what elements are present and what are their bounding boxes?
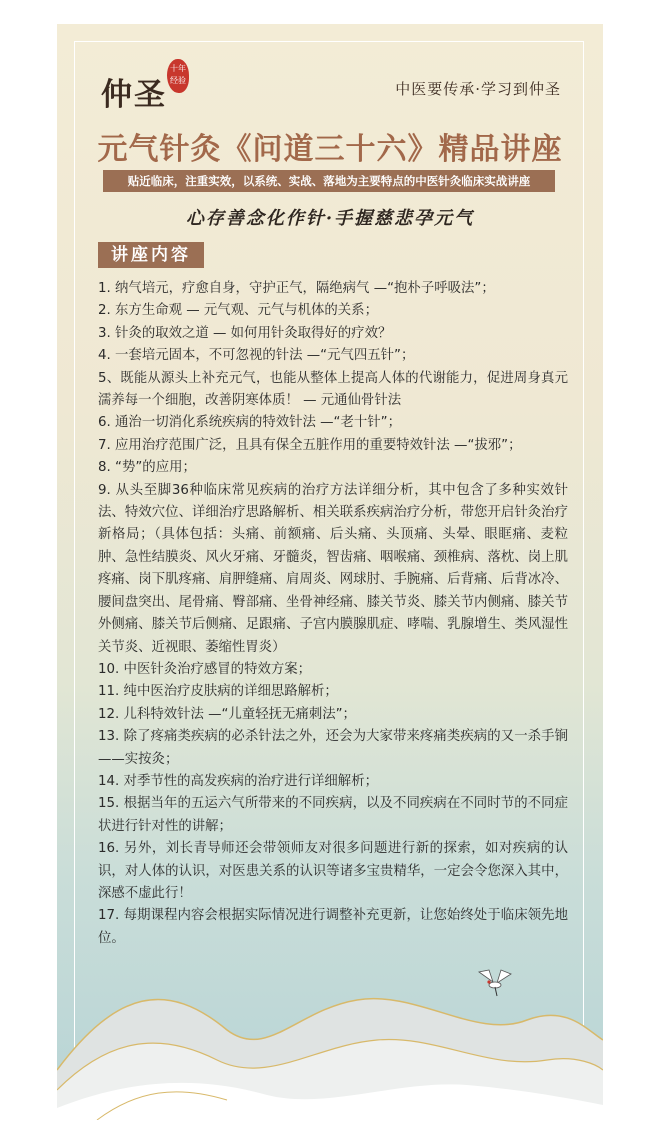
mountain-illustration [57, 950, 603, 1120]
list-item: 11. 纯中医治疗皮肤病的详细思路解析； [98, 684, 338, 700]
page-title: 元气针灸《问道三十六》精品讲座 [97, 132, 563, 167]
brand-logo: 仲圣 [101, 77, 167, 113]
list-item: 6. 通治一切消化系统疾病的特效针法 —“老十针”； [98, 415, 401, 431]
subtitle-banner: 贴近临床，注重实效，以系统、实战、落地为主要特点的中医针灸临床实战讲座 [103, 170, 555, 192]
list-item: 16. 另外，刘长青导师还会带领师友对很多问题进行新的探索，如对疾病的认识，对人体的认识，对医患关系的认识等诸多宝贵精华，一定会令您深入其中，深感不虚此行！ [98, 841, 568, 901]
list-item: 2. 东方生命观 — 元气观、元气与机体的关系； [98, 303, 378, 319]
list-item: 14. 对季节性的高发疾病的治疗进行详细解析； [98, 773, 378, 789]
poster [57, 24, 603, 1120]
list-item: 1. 纳气培元，疗愈自身，守护正气，隔绝病气 —“抱朴子呼吸法”； [98, 281, 495, 296]
list-item: 3. 针灸的取效之道 — 如何用针灸取得好的疗效？ [98, 325, 392, 341]
list-item: 4. 一套培元固本，不可忽视的针法 —“元气四五针”； [98, 348, 415, 364]
content-list [98, 278, 568, 950]
list-item: 12. 儿科特效针法 —“儿童轻抚无痛刺法”； [98, 706, 356, 722]
section-label: 讲座内容 [98, 242, 204, 268]
calligraphy-motto: 心存善念化作针·手握慈悲孕元气 [185, 208, 475, 229]
list-item: 17. 每期课程内容会根据实际情况进行调整补充更新，让您始终处于临床领先地位。 [98, 908, 568, 946]
list-item: 7. 应用治疗范围广泛，且具有保全五脏作用的重要特效针法 —“拔邪”； [98, 437, 522, 453]
list-item: 5、既能从源头上补充元气，也能从整体上提高人体的代谢能力，促进周身真元濡养每一个细胞，改善阴寒体质！ — 元通仙骨针法 [98, 370, 568, 409]
list-item: 10. 中医针灸治疗感冒的特效方案； [98, 661, 312, 677]
list-item: 9. 从头至脚36种临床常见疾病的治疗方法详细分析，其中包含了多种实效针法、特效穴位、详细治疗思路解析、相关联系疾病治疗分析，带您开启针灸治疗新格局；（具体包括：头痛、前额痛、后头痛、头顶痛、头晕、眼眶痛、麦粒肿、急性结膜炎、风火牙痛、牙髓炎，智齿痛、咽喉痛、颈椎病、落枕、岗上肌疼痛、岗下肌疼痛、肩胛缝痛、肩周炎、网球肘、手腕痛、后背痛、后背冰冷、腰间盘突出、尾骨痛、臀部痛、坐骨神经痛、膝关节炎、膝关节内侧痛、膝关节外侧痛、膝关节后侧痛、足跟痛、子宫内膜腺肌症、哮喘、乳腺增生、类风湿性关节炎、近视眼、萎缩性胃炎） [98, 482, 568, 655]
list-item: 13. 除了疼痛类疾病的必杀针法之外，还会为大家带来疼痛类疾病的又一杀手锏——实按灸； [98, 729, 568, 767]
header-slogan: 中医要传承·学习到仲圣 [395, 80, 561, 98]
seal-stamp: 十年 经验 [167, 59, 189, 93]
list-item: 15. 根据当年的五运六气所带来的不同疾病，以及不同疾病在不同时节的不同症状进行针对性的讲解； [98, 796, 568, 834]
list-item: 8. “势”的应用； [98, 460, 196, 476]
